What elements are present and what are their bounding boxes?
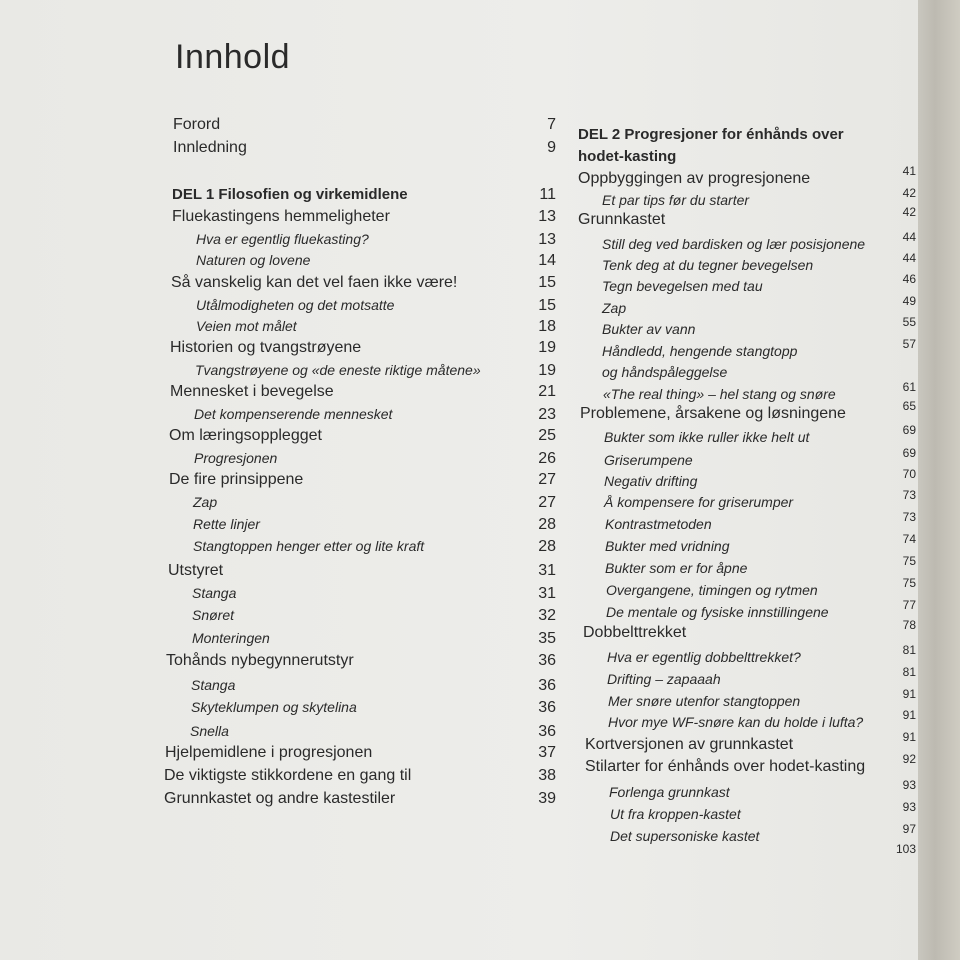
toc-entry bbox=[576, 532, 916, 556]
toc-entry-page: 15 bbox=[538, 274, 556, 291]
toc-entry bbox=[164, 630, 556, 648]
toc-entry-page: 44 bbox=[902, 251, 916, 265]
toc-entry-title: Skyteklumpen og skytelina bbox=[191, 699, 357, 715]
toc-entry bbox=[164, 516, 556, 534]
toc-entry bbox=[164, 585, 556, 603]
toc-entry-page: 19 bbox=[538, 362, 556, 379]
toc-entry-title: Still deg ved bardisken og lær posisjonene bbox=[602, 236, 866, 252]
toc-entry-page: 27 bbox=[538, 471, 556, 488]
toc-entry-page: 61 bbox=[902, 380, 916, 394]
toc-entry-title: Dobbelttrekket bbox=[583, 624, 687, 641]
toc-entry bbox=[576, 126, 916, 144]
toc-entry-title: Rette linjer bbox=[193, 516, 260, 532]
toc-entry bbox=[576, 665, 916, 689]
toc-entry bbox=[576, 446, 916, 470]
toc-entry-page: 57 bbox=[902, 337, 916, 351]
toc-entry-page: 27 bbox=[538, 494, 556, 511]
toc-entry bbox=[576, 842, 916, 866]
toc-entry-page: 65 bbox=[902, 399, 916, 413]
toc-entry bbox=[164, 538, 556, 556]
toc-entry-page: 46 bbox=[902, 272, 916, 286]
toc-entry bbox=[164, 297, 556, 315]
toc-entry bbox=[164, 767, 556, 785]
toc-entry-title: Forord bbox=[173, 116, 221, 133]
toc-entry bbox=[164, 450, 556, 468]
toc-entry-title: Zap bbox=[193, 494, 218, 510]
toc-entry bbox=[576, 251, 916, 275]
toc-entry-title: Negativ drifting bbox=[604, 473, 698, 489]
toc-entry-title: Kontrastmetoden bbox=[605, 516, 712, 532]
toc-entry-title: Problemene, årsakene og løsningene bbox=[580, 405, 846, 422]
toc-entry-title: De mentale og fysiske innstillingene bbox=[606, 604, 829, 620]
toc-entry-page: 69 bbox=[902, 423, 916, 437]
toc-entry-title: Griserumpene bbox=[604, 452, 693, 468]
toc-entry bbox=[576, 576, 916, 600]
toc-entry bbox=[576, 730, 916, 754]
toc-entry bbox=[164, 116, 556, 134]
toc-entry-title: Hva er egentlig dobbelttrekket? bbox=[607, 649, 801, 665]
toc-entry bbox=[576, 205, 916, 229]
toc-entry-page: 81 bbox=[902, 643, 916, 657]
toc-entry-page: 39 bbox=[538, 790, 556, 807]
toc-entry-page: 37 bbox=[538, 744, 556, 761]
toc-entry-title: Naturen og lovene bbox=[196, 252, 311, 268]
toc-entry-page: 13 bbox=[538, 231, 556, 248]
toc-entry-title: Overgangene, timingen og rytmen bbox=[606, 582, 818, 598]
toc-entry bbox=[576, 164, 916, 188]
toc-entry-title: Stanga bbox=[192, 585, 237, 601]
toc-entry-title: Monteringen bbox=[192, 630, 270, 646]
toc-entry-title: Hva er egentlig fluekasting? bbox=[196, 231, 369, 247]
toc-entry-page: 42 bbox=[902, 205, 916, 219]
toc-entry bbox=[164, 494, 556, 512]
page-title: Innhold bbox=[175, 38, 291, 76]
toc-entry bbox=[164, 383, 556, 401]
toc-entry bbox=[164, 406, 556, 424]
toc-entry bbox=[576, 752, 916, 776]
toc-entry bbox=[576, 687, 916, 711]
toc-entry-page: 31 bbox=[538, 562, 556, 579]
toc-entry-page: 92 bbox=[902, 752, 916, 766]
toc-entry bbox=[164, 208, 556, 226]
toc-entry-title: Snella bbox=[190, 723, 229, 739]
toc-entry-title: Tohånds nybegynnerutstyr bbox=[166, 652, 354, 669]
toc-entry-title: Snøret bbox=[192, 607, 235, 623]
toc-entry-title: DEL 1 Filosofien og virkemidlene bbox=[172, 186, 408, 203]
toc-entry-title: Veien mot målet bbox=[196, 318, 297, 334]
toc-entry-title: og håndspåleggelse bbox=[602, 364, 728, 380]
toc-entry bbox=[576, 230, 916, 254]
toc-entry-title: Tegn bevegelsen med tau bbox=[602, 278, 763, 294]
toc-entry-title: Utstyret bbox=[168, 562, 224, 579]
toc-entry-page: 32 bbox=[538, 607, 556, 624]
toc-entry-title: Håndledd, hengende stangtopp bbox=[602, 343, 798, 359]
toc-entry-title: De viktigste stikkordene en gang til bbox=[164, 767, 412, 784]
toc-entry bbox=[164, 652, 556, 670]
toc-entry bbox=[576, 643, 916, 667]
toc-entry bbox=[576, 708, 916, 732]
toc-entry-page: 91 bbox=[902, 708, 916, 722]
toc-entry-title: Grunnkastet bbox=[578, 211, 666, 228]
toc-entry-page: 13 bbox=[538, 208, 556, 225]
toc-entry-page: 36 bbox=[538, 677, 556, 694]
toc-entry bbox=[576, 399, 916, 423]
toc-entry-page: 49 bbox=[902, 294, 916, 308]
toc-entry bbox=[576, 294, 916, 318]
toc-entry bbox=[164, 471, 556, 489]
toc-entry-page: 14 bbox=[538, 252, 556, 269]
toc-entry-page: 91 bbox=[902, 730, 916, 744]
toc-entry bbox=[164, 677, 556, 695]
toc-entry bbox=[164, 744, 556, 762]
toc-entry-title: Mer snøre utenfor stangtoppen bbox=[608, 693, 801, 709]
toc-entry-page: 42 bbox=[902, 186, 916, 200]
toc-entry bbox=[576, 822, 916, 846]
toc-entry-page: 26 bbox=[538, 450, 556, 467]
toc-entry-page: 77 bbox=[902, 598, 916, 612]
toc-entry-page: 9 bbox=[547, 139, 556, 156]
toc-entry-title: Bukter av vann bbox=[602, 321, 696, 337]
toc-entry-page: 75 bbox=[902, 554, 916, 568]
toc-entry-title: De fire prinsippene bbox=[169, 471, 304, 488]
toc-entry-title: Tenk deg at du tegner bevegelsen bbox=[602, 257, 814, 273]
toc-entry-title: Mennesket i bevegelse bbox=[170, 383, 334, 400]
toc-entry-title: Kortversjonen av grunnkastet bbox=[585, 736, 794, 753]
toc-entry bbox=[164, 274, 556, 292]
toc-entry bbox=[164, 562, 556, 580]
toc-entry-title: Ut fra kroppen-kastet bbox=[610, 806, 741, 822]
toc-entry bbox=[576, 598, 916, 622]
toc-entry-title: Stanga bbox=[191, 677, 236, 693]
toc-entry-title: Progresjonen bbox=[194, 450, 278, 466]
toc-entry bbox=[576, 148, 916, 166]
toc-entry bbox=[164, 699, 556, 717]
toc-entry-page: 55 bbox=[902, 315, 916, 329]
toc-entry-title: Innledning bbox=[173, 139, 247, 156]
toc-entry-page: 41 bbox=[902, 164, 916, 178]
toc-entry bbox=[576, 467, 916, 491]
toc-entry-title: Det supersoniske kastet bbox=[610, 828, 760, 844]
toc-entry bbox=[164, 339, 556, 357]
toc-entry-title: Å kompensere for griserumper bbox=[604, 494, 794, 510]
toc-entry bbox=[164, 362, 556, 380]
toc-entry-page: 73 bbox=[902, 510, 916, 524]
toc-entry bbox=[576, 186, 916, 210]
toc-entry-title: Forlenga grunnkast bbox=[609, 784, 730, 800]
toc-entry-title: hodet-kasting bbox=[578, 148, 677, 165]
toc-entry bbox=[576, 618, 916, 642]
toc-entry bbox=[164, 790, 556, 808]
toc-entry-title: Grunnkastet og andre kastestiler bbox=[164, 790, 396, 807]
toc-entry-page: 74 bbox=[902, 532, 916, 546]
toc-entry-title: Historien og tvangstrøyene bbox=[170, 339, 362, 356]
toc-entry bbox=[576, 423, 916, 447]
toc-entry bbox=[576, 778, 916, 802]
toc-entry-page: 97 bbox=[902, 822, 916, 836]
toc-entry-page: 91 bbox=[902, 687, 916, 701]
toc-entry-title: Hjelpemidlene i progresjonen bbox=[165, 744, 373, 761]
toc-entry-page: 21 bbox=[538, 383, 556, 400]
toc-entry-page: 73 bbox=[902, 488, 916, 502]
toc-entry bbox=[164, 252, 556, 270]
toc-entry-title: Hvor mye WF-snøre kan du holde i lufta? bbox=[608, 714, 864, 730]
toc-entry bbox=[164, 607, 556, 625]
toc-entry-page: 93 bbox=[902, 778, 916, 792]
toc-entry-page: 69 bbox=[902, 446, 916, 460]
toc-entry-title: Oppbyggingen av progresjonene bbox=[578, 170, 811, 187]
toc-entry bbox=[576, 380, 916, 404]
toc-entry bbox=[164, 231, 556, 249]
toc-entry-title: «The real thing» – hel stang og snøre bbox=[603, 386, 836, 402]
toc-entry-title: Zap bbox=[602, 300, 627, 316]
toc-entry-page: 103 bbox=[895, 842, 916, 856]
toc-entry-page: 28 bbox=[538, 538, 556, 555]
toc-entry-title: Bukter med vridning bbox=[605, 538, 730, 554]
toc-entry-title: Så vanskelig kan det vel faen ikke være! bbox=[171, 274, 458, 291]
toc-entry-title: Et par tips før du starter bbox=[602, 192, 750, 208]
toc-entry-page: 18 bbox=[538, 318, 556, 335]
toc-entry-page: 81 bbox=[902, 665, 916, 679]
toc-entry-page: 70 bbox=[902, 467, 916, 481]
toc-entry-page: 31 bbox=[538, 585, 556, 602]
toc-entry-page: 36 bbox=[538, 699, 556, 716]
toc-entry bbox=[576, 510, 916, 534]
toc-entry bbox=[576, 554, 916, 578]
toc-entry bbox=[164, 139, 556, 157]
toc-entry-title: Det kompenserende mennesket bbox=[194, 406, 393, 422]
toc-entry-page: 23 bbox=[538, 406, 556, 423]
toc-entry-page: 44 bbox=[902, 230, 916, 244]
toc-entry-title: Bukter som er for åpne bbox=[605, 560, 748, 576]
toc-entry bbox=[576, 272, 916, 296]
toc-entry-title: Tvangstrøyene og «de eneste riktige måtene» bbox=[195, 362, 481, 378]
toc-entry bbox=[576, 364, 916, 382]
toc-entry-page: 28 bbox=[538, 516, 556, 533]
toc-entry-title: Drifting – zapaaah bbox=[607, 671, 721, 687]
toc-entry bbox=[576, 488, 916, 512]
toc-entry-title: Utålmodigheten og det motsatte bbox=[196, 297, 395, 313]
toc-entry-page: 38 bbox=[538, 767, 556, 784]
page-edge bbox=[918, 0, 960, 960]
toc-entry bbox=[164, 186, 556, 204]
toc-entry-page: 36 bbox=[538, 652, 556, 669]
toc-entry-page: 78 bbox=[902, 618, 916, 632]
toc-entry bbox=[164, 723, 556, 741]
toc-entry-page: 19 bbox=[538, 339, 556, 356]
toc-entry bbox=[164, 318, 556, 336]
toc-entry-title: Bukter som ikke ruller ikke helt ut bbox=[604, 429, 810, 445]
toc-entry-page: 11 bbox=[539, 186, 556, 203]
toc-entry-title: Stangtoppen henger etter og lite kraft bbox=[193, 538, 425, 554]
toc-entry-title: Fluekastingens hemmeligheter bbox=[172, 208, 390, 225]
toc-entry bbox=[164, 427, 556, 445]
toc-entry-page: 25 bbox=[538, 427, 556, 444]
toc-entry-title: Stilarter for énhånds over hodet-kasting bbox=[585, 758, 866, 775]
toc-entry bbox=[576, 337, 916, 361]
toc-entry bbox=[576, 315, 916, 339]
toc-entry bbox=[576, 800, 916, 824]
toc-entry-title: Om læringsopplegget bbox=[169, 427, 322, 444]
toc-entry-page: 75 bbox=[902, 576, 916, 590]
toc-entry-title: DEL 2 Progresjoner for énhånds over bbox=[578, 126, 844, 143]
toc-entry-page: 35 bbox=[538, 630, 556, 647]
toc-entry-page: 93 bbox=[902, 800, 916, 814]
toc-entry-page: 15 bbox=[538, 297, 556, 314]
toc-entry-page: 36 bbox=[538, 723, 556, 740]
toc-entry-page: 7 bbox=[547, 116, 556, 133]
